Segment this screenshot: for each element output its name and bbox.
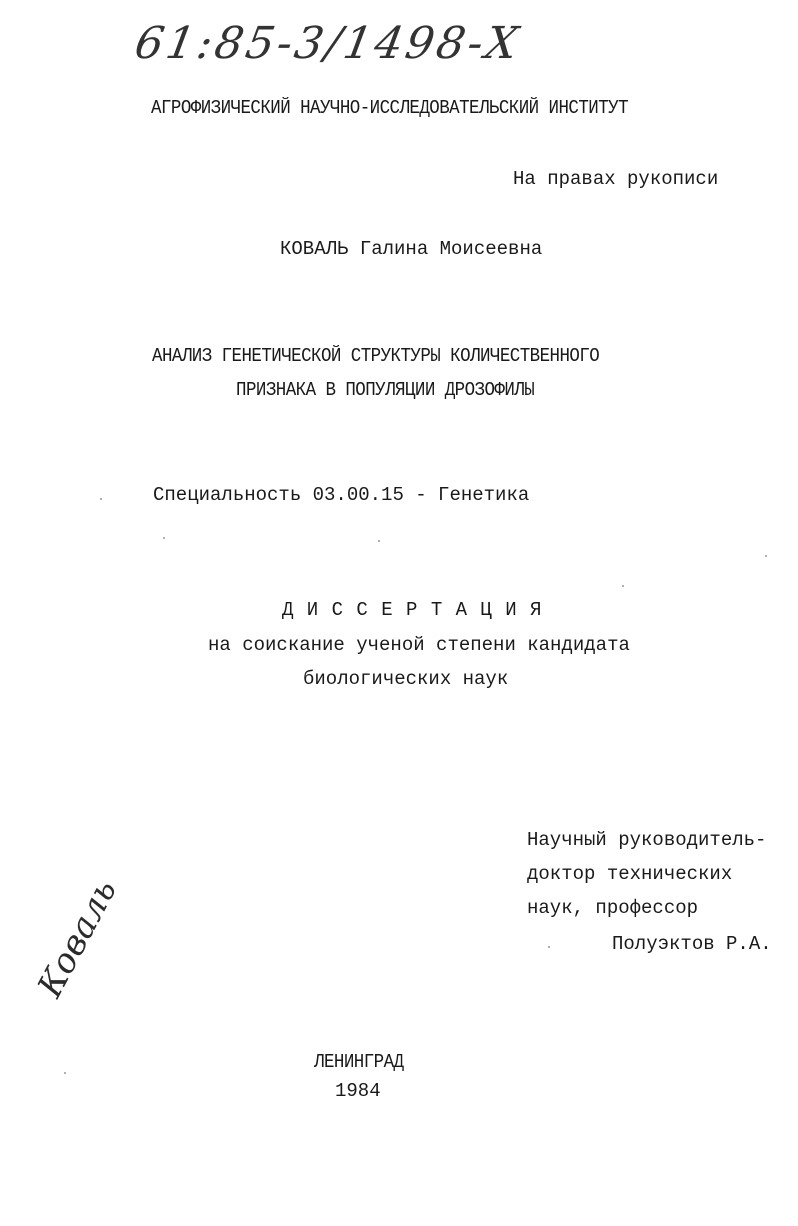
scan-speck bbox=[100, 498, 102, 500]
rights-note: На правах рукописи bbox=[513, 168, 719, 190]
author-name: КОВАЛЬ Галина Моисеевна bbox=[280, 238, 543, 260]
scan-speck bbox=[548, 946, 550, 948]
dissertation-title-line-2: ПРИЗНАКА В ПОПУЛЯЦИИ ДРОЗОФИЛЫ bbox=[236, 379, 535, 401]
scan-speck bbox=[163, 537, 165, 539]
scan-speck bbox=[378, 540, 380, 542]
specialty: Специальность 03.00.15 - Генетика bbox=[153, 484, 530, 506]
document-type: Д И С С Е Р Т А Ц И Я bbox=[282, 599, 543, 621]
supervisor-name: Полуэктов Р.А. bbox=[612, 933, 772, 955]
year: 1984 bbox=[335, 1080, 381, 1102]
dissertation-title-line-1: АНАЛИЗ ГЕНЕТИЧЕСКОЙ СТРУКТУРЫ КОЛИЧЕСТВЕННОГО bbox=[152, 345, 600, 367]
author-signature: Коваль bbox=[30, 872, 125, 1004]
degree-line-2: биологических наук bbox=[303, 668, 509, 690]
degree-line-1: на соискание ученой степени кандидата bbox=[208, 634, 630, 656]
supervisor-line-3: наук, профессор bbox=[527, 897, 699, 919]
institute-name: АГРОФИЗИЧЕСКИЙ НАУЧНО-ИССЛЕДОВАТЕЛЬСКИЙ ИНСТИТУТ bbox=[151, 97, 629, 119]
scan-speck bbox=[64, 1072, 66, 1074]
supervisor-line-2: доктор технических bbox=[527, 863, 733, 885]
scan-speck bbox=[622, 585, 624, 587]
scan-speck bbox=[765, 555, 767, 557]
city: ЛЕНИНГРАД bbox=[314, 1051, 404, 1073]
archive-mark-handwritten: 61:85-3/1498-Х bbox=[131, 18, 525, 69]
supervisor-line-1: Научный руководитель- bbox=[527, 829, 767, 851]
